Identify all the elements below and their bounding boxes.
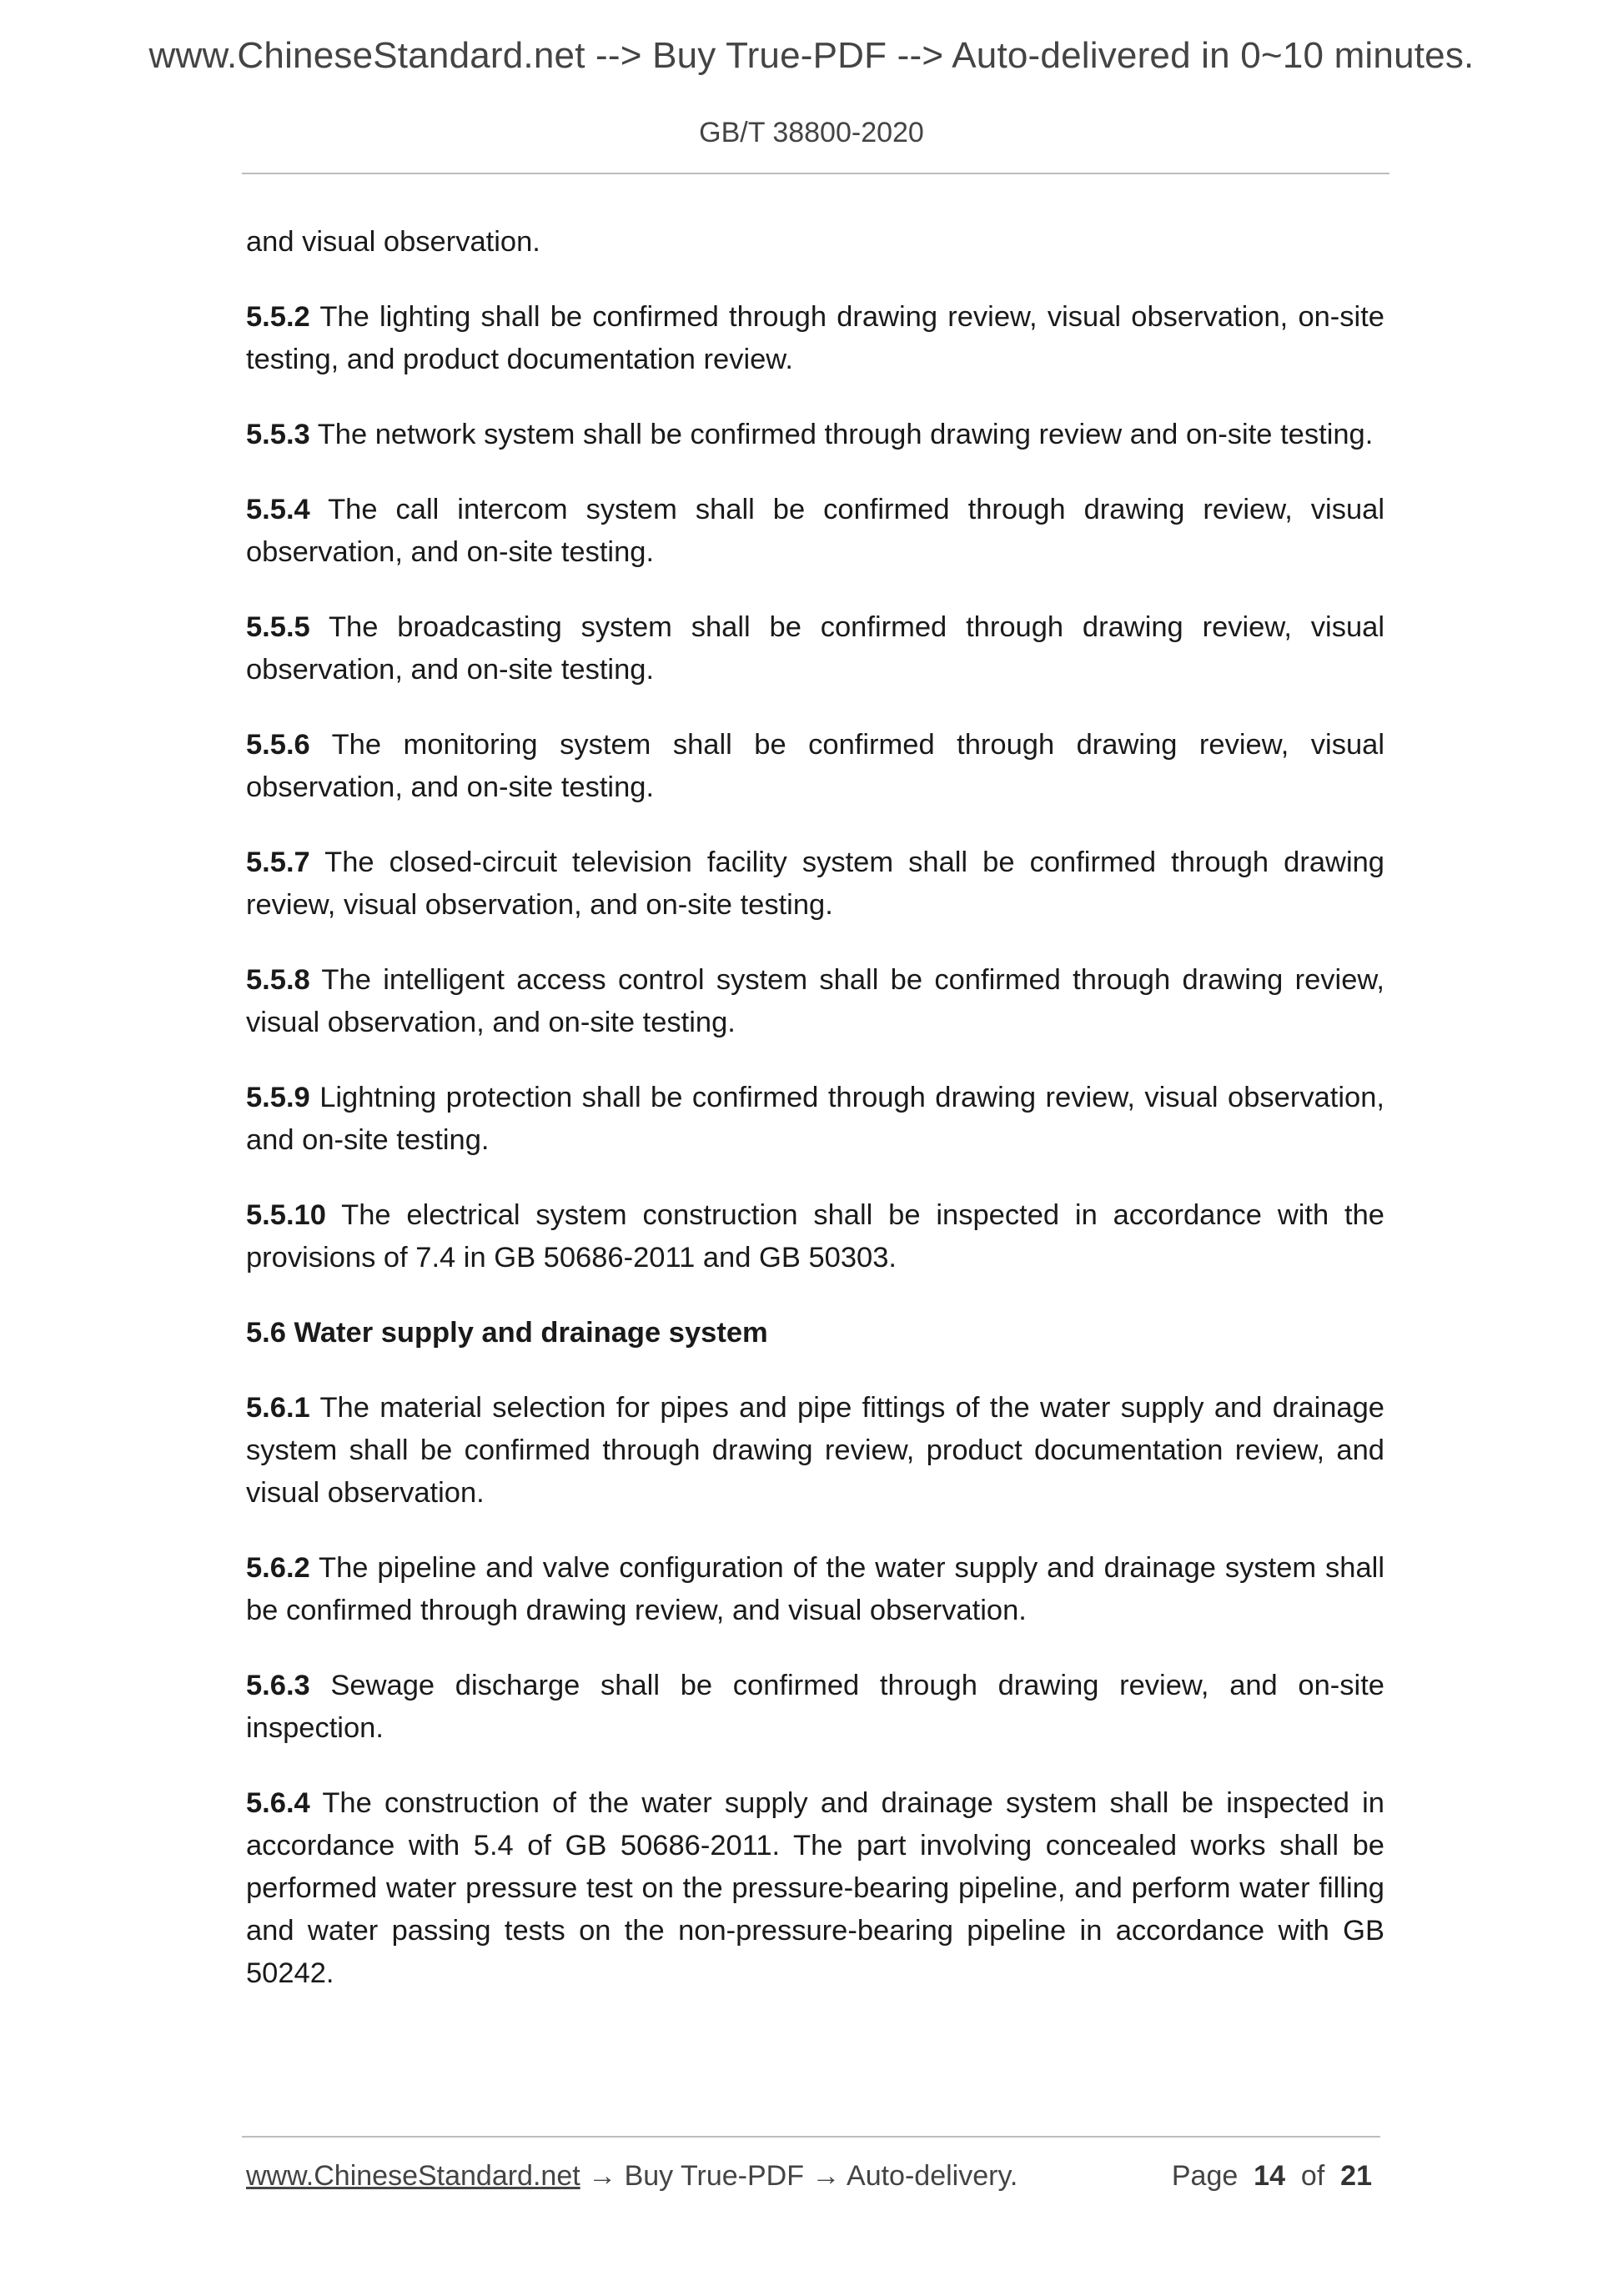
clause-text: Lightning protection shall be confirmed through drawing review, visual observation, and on-site testing. (246, 1082, 1384, 1156)
clause-number: 5.6.2 (246, 1552, 310, 1584)
clause-number: 5.5.6 (246, 729, 310, 761)
page-number (1172, 2160, 1372, 2193)
document-body (246, 221, 1384, 2027)
buy-pdf-text: Buy True-PDF (624, 2160, 804, 2192)
section-heading: 5.6 Water supply and drainage system (246, 1317, 768, 1349)
clause-text: The broadcasting system shall be confirmed through drawing review, visual observation, and on-site testing. (246, 611, 1384, 686)
site-banner: www.ChineseStandard.net --> Buy True-PDF --> Auto-delivered in 0~10 minutes. (148, 35, 1475, 76)
clause-number: 5.5.4 (246, 494, 310, 525)
site-link[interactable]: www.ChineseStandard.net (246, 2160, 580, 2192)
total-pages: 21 (1340, 2160, 1372, 2192)
clause-5-6-4 (246, 1782, 1384, 1995)
clause-number: 5.5.10 (246, 1199, 326, 1231)
clause-number: 5.5.5 (246, 611, 310, 643)
standard-code: GB/T 38800-2020 (699, 117, 924, 148)
clause-text: The material selection for pipes and pipe fittings of the water supply and drainage system shall be confirmed through drawing review, product documentation review, and visual observation. (246, 1392, 1384, 1509)
footer-links (246, 2160, 1018, 2193)
footer-divider (242, 2136, 1380, 2138)
clause-text: The call intercom system shall be confirmed through drawing review, visual observation, and on-site testing. (246, 494, 1384, 568)
arrow-right-icon: → (580, 2160, 625, 2192)
clause-text: The construction of the water supply and drainage system shall be inspected in accordance with 5.4 of GB 50686-2011. The part involving concealed works shall be performed water pressure test on the pressure-bearing pipeline, and perform water filling and water passing tests on the non-pressure-bearing pipeline in accordance with GB 50242. (246, 1787, 1384, 1989)
clause-text: The monitoring system shall be confirmed through drawing review, visual observation, and on-site testing. (246, 729, 1384, 803)
clause-text: The intelligent access control system shall be confirmed through drawing review, visual observation, and on-site testing. (246, 964, 1384, 1038)
clause-5-6-1 (246, 1387, 1384, 1515)
clause-text: The electrical system construction shall be inspected in accordance with the provisions of 7.4 in GB 50686-2011 and GB 50303. (246, 1199, 1384, 1274)
clause-text: The network system shall be confirmed through drawing review and on-site testing. (309, 419, 1374, 450)
clause-number: 5.5.2 (246, 301, 310, 333)
clause-5-5-5 (246, 606, 1384, 691)
current-page: 14 (1254, 2160, 1285, 2192)
clause-text: The pipeline and valve configuration of the water supply and drainage system shall be confirmed through drawing review, and visual observation. (246, 1552, 1384, 1626)
arrow-right-icon: → (803, 2160, 847, 2192)
page-label: Page (1171, 2160, 1239, 2192)
clause-number: 5.5.9 (246, 1082, 310, 1113)
clause-text: Sewage discharge shall be confirmed through drawing review, and on-site inspection. (246, 1670, 1384, 1744)
clause-number: 5.5.7 (246, 847, 310, 878)
clause-5-5-6 (246, 724, 1384, 809)
clause-5-5-9 (246, 1077, 1384, 1162)
clause-number: 5.6.3 (246, 1670, 310, 1701)
header-divider (242, 173, 1389, 174)
clause-5-5-7 (246, 842, 1384, 927)
clause-5-6-2 (246, 1547, 1384, 1632)
clause-5-5-8 (246, 959, 1384, 1044)
clause-5-5-2 (246, 296, 1384, 381)
continuation-text: and visual observation. (246, 226, 540, 258)
clause-text: The lighting shall be confirmed through drawing review, visual observation, on-site testing, and product documentation review. (246, 301, 1384, 375)
clause-number: 5.5.3 (246, 419, 310, 450)
clause-number: 5.5.8 (246, 964, 310, 996)
clause-5-5-4 (246, 489, 1384, 574)
clause-5-5-10 (246, 1194, 1384, 1279)
clause-number: 5.6.1 (246, 1392, 310, 1424)
auto-delivery-text: Auto-delivery. (847, 2160, 1018, 2192)
clause-5-6-3 (246, 1665, 1384, 1750)
clause-5-5-3 (246, 414, 1384, 456)
page-footer (246, 2160, 1380, 2202)
clause-text: The closed-circuit television facility system shall be confirmed through drawing review, visual observation, and on-site testing. (246, 847, 1384, 921)
clause-number: 5.6.4 (246, 1787, 310, 1819)
of-label: of (1300, 2160, 1325, 2192)
